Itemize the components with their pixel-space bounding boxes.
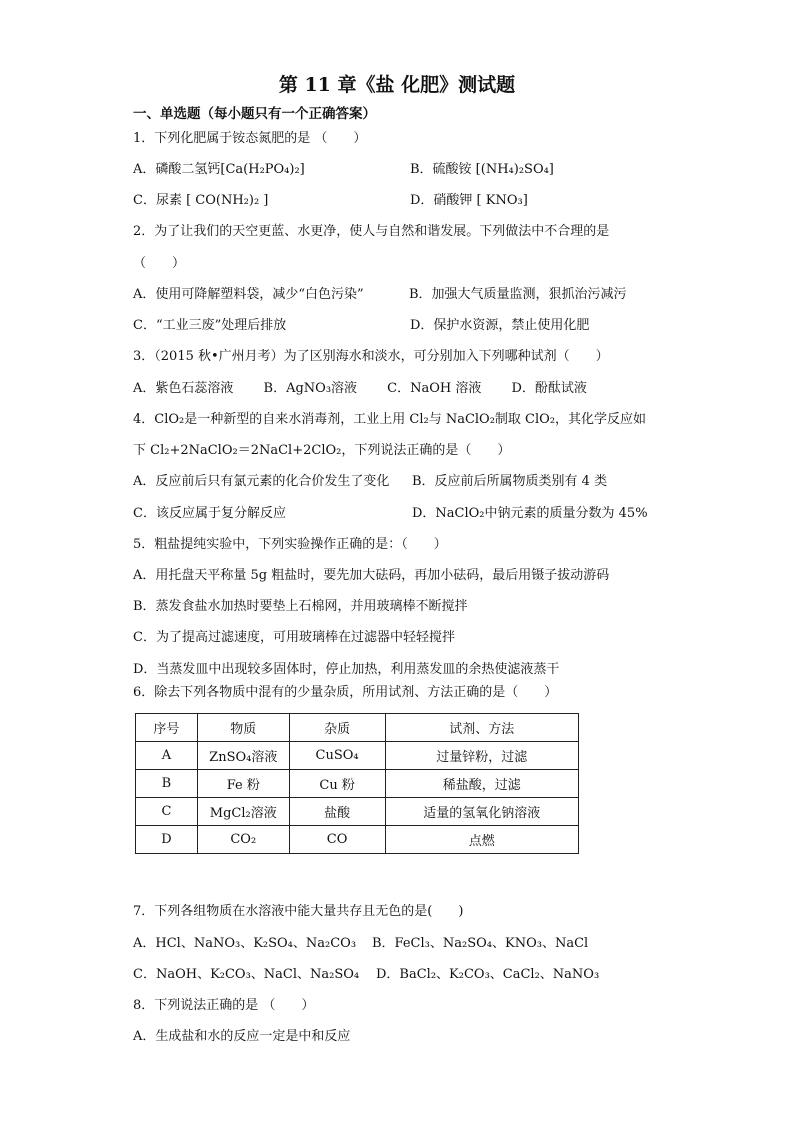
table-cell: CuSO₄ bbox=[289, 742, 385, 770]
q4-option-b: B．反应前后所属物质类别有 4 类 bbox=[412, 474, 608, 489]
q4-option-d: D．NaClO₂中钠元素的质量分数为 45% bbox=[412, 506, 648, 521]
table-row bbox=[136, 826, 579, 854]
q5-option-c: C．为了提高过滤速度，可用玻璃棒在过滤器中轻轻搅拌 bbox=[133, 630, 455, 645]
q8-stem: 8．下列说法正确的是 （ ） bbox=[133, 998, 315, 1013]
q4-option-a: A．反应前后只有氯元素的化合价发生了变化 bbox=[133, 474, 390, 489]
table-cell: CO bbox=[289, 826, 385, 854]
q2-option-c: C．“工业三废”处理后排放 bbox=[133, 318, 287, 333]
table-cell: CO₂ bbox=[197, 826, 289, 854]
q6-stem: 6．除去下列各物质中混有的少量杂质，所用试剂、方法正确的是（ ） bbox=[133, 685, 558, 700]
table-cell: 适量的氢氧化钠溶液 bbox=[385, 798, 578, 826]
impurity-table bbox=[135, 713, 579, 854]
table-cell: Cu 粉 bbox=[289, 770, 385, 798]
table-header-cell: 试剂、方法 bbox=[385, 714, 578, 742]
q2-option-b: B．加强大气质量监测，狠抓治污减污 bbox=[409, 287, 627, 302]
table-header-cell: 序号 bbox=[136, 714, 198, 742]
section-heading: 一、单选题（每小题只有一个正确答案） bbox=[133, 106, 376, 122]
table-cell: Fe 粉 bbox=[197, 770, 289, 798]
table-cell: C bbox=[136, 798, 198, 826]
table-cell: 点燃 bbox=[385, 826, 578, 854]
table-cell: MgCl₂溶液 bbox=[197, 798, 289, 826]
q5-option-d: D．当蒸发皿中出现较多固体时，停止加热，利用蒸发皿的余热使滤液蒸干 bbox=[133, 662, 560, 677]
q8-option-a: A．生成盐和水的反应一定是中和反应 bbox=[133, 1029, 351, 1044]
q2-option-a: A．使用可降解塑料袋，减少“白色污染” bbox=[133, 287, 364, 302]
q3-stem: 3．（2015 秋•广州月考）为了区别海水和淡水，可分别加入下列哪种试剂（ ） bbox=[133, 349, 609, 364]
q2-stem-line1: 2．为了让我们的天空更蓝、水更净，使人与自然和谐发展。下列做法中不合理的是 bbox=[133, 224, 610, 239]
q1-option-b: B．硫酸铵 [(NH₄)₂SO₄] bbox=[410, 162, 554, 177]
table-header-cell: 物质 bbox=[197, 714, 289, 742]
q2-option-d: D．保护水资源，禁止使用化肥 bbox=[410, 318, 590, 333]
q1-option-a: A．磷酸二氢钙[Ca(H₂PO₄)₂] bbox=[133, 162, 305, 177]
q4-stem-line1: 4．ClO₂是一种新型的自来水消毒剂，工业上用 Cl₂与 NaClO₂制取 ClO₂，其化学反应如 bbox=[133, 412, 647, 427]
table-cell: 过量锌粉，过滤 bbox=[385, 742, 578, 770]
q5-option-a: A．用托盘天平称量 5g 粗盐时，要先加大砝码，再加小砝码，最后用镊子拔动游码 bbox=[133, 568, 610, 583]
table-cell: ZnSO₄溶液 bbox=[197, 742, 289, 770]
q1-option-c: C．尿素 [ CO(NH₂)₂ ] bbox=[133, 193, 269, 208]
q1-option-d: D．硝酸钾 [ KNO₃] bbox=[410, 193, 528, 208]
q4-option-c: C．该反应属于复分解反应 bbox=[133, 506, 286, 521]
table-cell: D bbox=[136, 826, 198, 854]
table-header-cell: 杂质 bbox=[289, 714, 385, 742]
page-title: 第 11 章《盐 化肥》测试题 bbox=[278, 74, 516, 96]
q7-option-b: B．FeCl₃、Na₂SO₄、KNO₃、NaCl bbox=[372, 936, 589, 951]
table-row bbox=[136, 742, 579, 770]
q5-option-b: B．蒸发食盐水加热时要垫上石棉网，并用玻璃棒不断搅拌 bbox=[133, 599, 468, 614]
table-cell: 盐酸 bbox=[289, 798, 385, 826]
table-cell: 稀盐酸，过滤 bbox=[385, 770, 578, 798]
table-cell: B bbox=[136, 770, 198, 798]
table-header-row bbox=[136, 714, 579, 742]
q4-stem-line2: 下 Cl₂+2NaClO₂＝2NaCl+2ClO₂，下列说法正确的是（ ） bbox=[133, 443, 511, 458]
q2-stem-line2: （ ） bbox=[133, 256, 186, 271]
q7-stem: 7．下列各组物质在水溶液中能大量共存且无色的是( ) bbox=[133, 904, 464, 919]
q1-stem: 1．下列化肥属于铵态氮肥的是 （ ） bbox=[133, 131, 367, 146]
q7-option-c: C．NaOH、K₂CO₃、NaCl、Na₂SO₄ bbox=[133, 967, 360, 982]
q7-option-d: D．BaCl₂、K₂CO₃、CaCl₂、NaNO₃ bbox=[376, 967, 600, 982]
q3-options: A．紫色石蕊溶液 B．AgNO₃溶液 C．NaOH 溶液 D．酚酞试液 bbox=[133, 381, 587, 396]
table-cell: A bbox=[136, 742, 198, 770]
q7-option-a: A．HCl、NaNO₃、K₂SO₄、Na₂CO₃ bbox=[133, 936, 357, 951]
table-row bbox=[136, 798, 579, 826]
q5-stem: 5．粗盐提纯实验中，下列实验操作正确的是：（ ） bbox=[133, 537, 447, 552]
table-row bbox=[136, 770, 579, 798]
